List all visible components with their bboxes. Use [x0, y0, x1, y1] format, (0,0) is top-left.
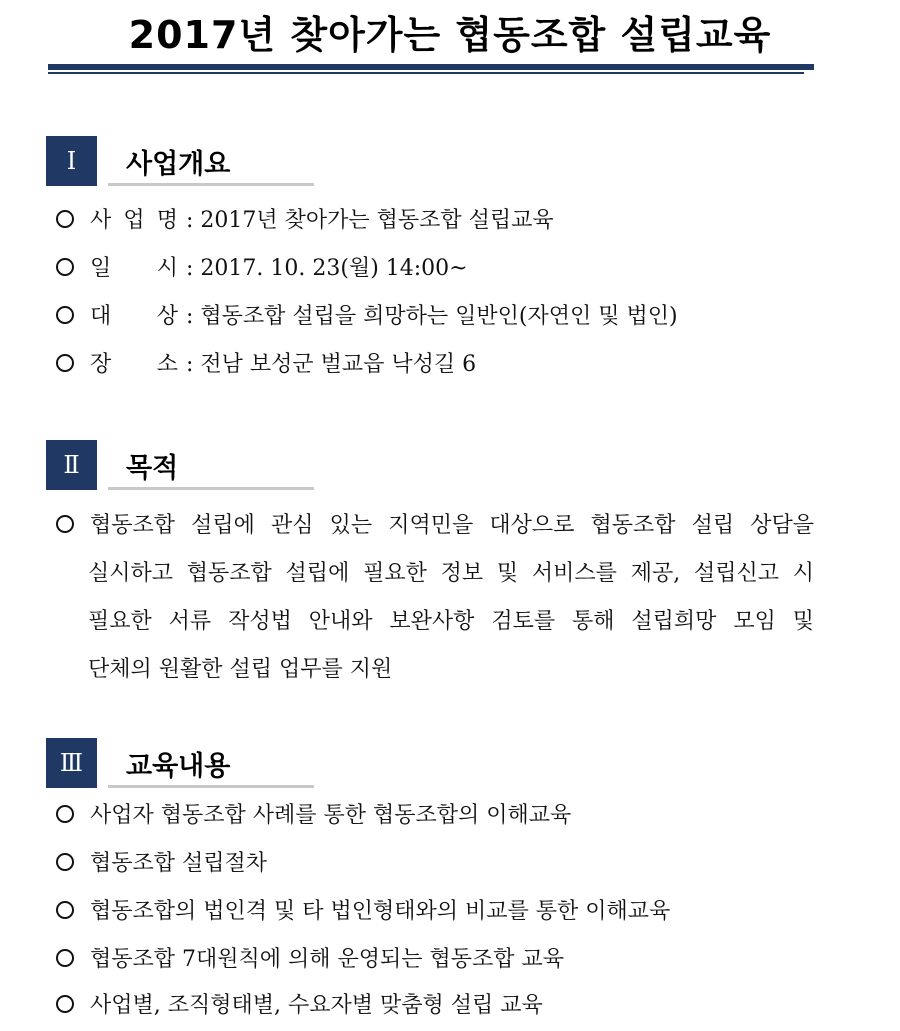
- section-underline: [108, 785, 314, 788]
- content-item: 사업자 협동조합 사례를 통한 협동조합의 이해교육: [56, 801, 571, 831]
- purpose-line: 필요한 서류 작성법 안내와 보완사항 검토를 통해 설립희망 모임 및: [88, 609, 814, 634]
- section-number: Ⅲ: [46, 738, 97, 788]
- purpose-line: 단체의 원활한 설립 업무를 지원: [88, 657, 393, 682]
- section-number: Ⅱ: [46, 440, 97, 490]
- circle-bullet-icon: [56, 354, 74, 372]
- section-header-1: [46, 136, 326, 188]
- section-title: 교육내용: [126, 751, 231, 782]
- section-number: Ⅰ: [46, 136, 97, 186]
- page-title: 2017년 찾아가는 협동조합 설립교육: [128, 13, 772, 57]
- overview-item-name: 사 업 명 : 2017년 찾아가는 협동조합 설립교육: [56, 206, 554, 236]
- circle-bullet-icon: [56, 515, 74, 533]
- section-underline: [108, 183, 314, 186]
- section-header-3: [46, 738, 326, 790]
- circle-bullet-icon: [56, 995, 74, 1013]
- section-title: 사업개요: [126, 149, 231, 180]
- content-item: 협동조합 7대원칙에 의해 운영되는 협동조합 교육: [56, 945, 564, 975]
- overview-item-target: 대 상 : 협동조합 설립을 희망하는 일반인(자연인 및 법인): [56, 302, 678, 332]
- circle-bullet-icon: [56, 805, 74, 823]
- content-item: 사업별, 조직형태별, 수요자별 맞춤형 설립 교육: [56, 991, 543, 1021]
- circle-bullet-icon: [56, 210, 74, 228]
- section-title: 목적: [126, 453, 179, 484]
- circle-bullet-icon: [56, 949, 74, 967]
- section-header-2: [46, 440, 326, 492]
- circle-bullet-icon: [56, 853, 74, 871]
- section-underline: [108, 487, 314, 490]
- content-item: 협동조합의 법인격 및 타 법인형태와의 비교를 통한 이해교육: [56, 897, 670, 927]
- purpose-line: 협동조합 설립에 관심 있는 지역민을 대상으로 협동조합 설립 상담을: [56, 502, 814, 550]
- purpose-line: 실시하고 협동조합 설립에 필요한 정보 및 서비스를 제공, 설립신고 시: [88, 561, 814, 586]
- overview-item-place: 장 소 : 전남 보성군 벌교읍 낙성길 6: [56, 350, 476, 380]
- circle-bullet-icon: [56, 306, 74, 324]
- circle-bullet-icon: [56, 258, 74, 276]
- purpose-paragraph: [56, 502, 814, 694]
- title-rule: [48, 64, 814, 74]
- overview-item-date: 일 시 : 2017. 10. 23(월) 14:00~: [56, 254, 468, 284]
- content-item: 협동조합 설립절차: [56, 849, 267, 879]
- circle-bullet-icon: [56, 901, 74, 919]
